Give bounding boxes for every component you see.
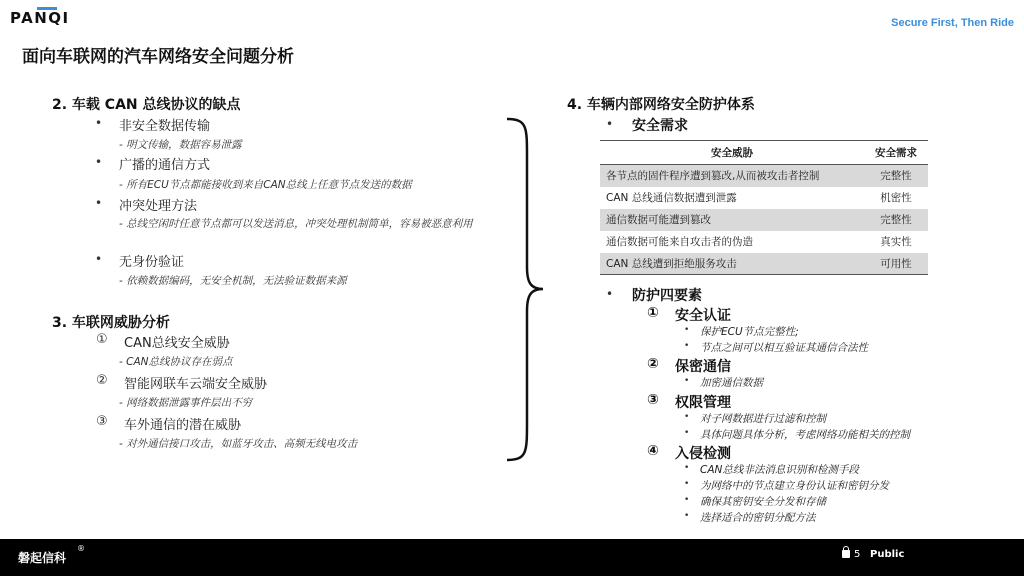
table-cell-requirement: 可用性 <box>864 253 928 275</box>
page-title: 面向车联网的汽车网络安全问题分析 <box>22 47 294 67</box>
element-title-access: 权限管理 <box>675 395 731 411</box>
bullet-icon: • <box>606 287 614 301</box>
table-header-threat: 安全威胁 <box>600 141 864 165</box>
section-2-note-4: - 依赖数据编码，无安全机制，无法验证数据来源 <box>119 275 347 287</box>
bullet-icon: • <box>684 463 690 473</box>
table-row <box>600 231 928 253</box>
number-marker: ① <box>647 305 659 321</box>
logo: PANQI <box>10 9 70 27</box>
section-3-item-2: 智能网联车云端安全威胁 <box>124 377 268 392</box>
table-header-row <box>600 141 928 165</box>
elements-heading: 防护四要素 <box>632 288 702 304</box>
table-cell-threat: 各节点的固件程序遭到篡改,从而被攻击者控制 <box>600 165 864 187</box>
tagline: Secure First, Then Ride <box>891 17 1014 29</box>
footer-bar <box>0 539 1024 576</box>
table-cell-requirement: 完整性 <box>864 209 928 231</box>
section-2-item-2: 广播的通信方式 <box>119 158 211 173</box>
registered-mark: ® <box>77 544 85 553</box>
bullet-icon: • <box>684 376 690 386</box>
section-3-title: 3. 车联网威胁分析 <box>52 315 170 331</box>
bullet-icon: • <box>684 412 690 422</box>
table-row <box>600 187 928 209</box>
table-cell-requirement: 完整性 <box>864 165 928 187</box>
section-4-title: 4. 车辆内部网络安全防护体系 <box>567 97 755 113</box>
table-header-requirement: 安全需求 <box>864 141 928 165</box>
bullet-icon: • <box>684 428 690 438</box>
table-cell-threat: 通信数据可能遭到篡改 <box>600 209 864 231</box>
element-sub: 加密通信数据 <box>700 377 763 389</box>
number-marker: ① <box>96 332 108 347</box>
element-sub: CAN总线非法消息识别和检测手段 <box>700 464 859 476</box>
element-sub: 选择适合的密钥分配方法 <box>700 512 816 524</box>
number-marker: ③ <box>96 414 108 429</box>
table-row <box>600 165 928 187</box>
section-2-title: 2. 车载 CAN 总线协议的缺点 <box>52 97 241 113</box>
page-number: 5 <box>854 549 861 560</box>
bullet-icon: • <box>684 325 690 335</box>
element-sub: 具体问题具体分析，考虑网络功能相关的控制 <box>700 429 910 441</box>
element-title-encryption: 保密通信 <box>675 359 731 375</box>
element-sub: 节点之间可以相互验证其通信合法性 <box>700 342 868 354</box>
element-sub: 保护ECU节点完整性; <box>700 326 799 338</box>
section-2-item-4: 无身份验证 <box>119 255 185 270</box>
bullet-icon: • <box>684 511 690 521</box>
table-row <box>600 253 928 275</box>
section-3-note-2: - 网络数据泄露事件层出不穷 <box>119 397 253 409</box>
table-cell-threat: CAN 总线通信数据遭到泄露 <box>606 192 737 204</box>
table-cell-threat: CAN 总线遭到拒绝服务攻击 <box>600 253 864 275</box>
requirements-heading: 安全需求 <box>632 118 688 134</box>
section-2-note-1: - 明文传输，数据容易泄露 <box>119 139 242 151</box>
section-2-item-1: 非安全数据传输 <box>119 119 211 134</box>
bullet-icon: • <box>684 479 690 489</box>
number-marker: ② <box>647 356 659 372</box>
section-3-note-1: - CAN总线协议存在弱点 <box>119 356 233 368</box>
table-cell-requirement: 真实性 <box>880 236 912 248</box>
element-sub: 对子网数据进行过滤和控制 <box>700 413 826 425</box>
element-title-ids: 入侵检测 <box>675 446 731 462</box>
bullet-icon: • <box>684 495 690 505</box>
section-3-item-3: 车外通信的潜在威胁 <box>124 418 242 433</box>
element-sub: 为网络中的节点建立身份认证和密钥分发 <box>700 480 889 492</box>
classification-label: Public <box>870 549 905 560</box>
number-marker: ④ <box>647 443 659 459</box>
number-marker: ③ <box>647 392 659 408</box>
element-title-auth: 安全认证 <box>675 308 731 324</box>
curly-brace-icon <box>505 117 545 462</box>
lock-icon <box>842 550 850 558</box>
security-requirements-table <box>600 140 928 275</box>
bullet-icon: • <box>606 117 614 131</box>
section-3-note-3: - 对外通信接口攻击，如蓝牙攻击、高频无线电攻击 <box>119 438 358 450</box>
section-2-note-2: - 所有ECU节点都能接收到来自CAN总线上任意节点发送的数据 <box>119 179 412 191</box>
bullet-icon: • <box>95 155 103 169</box>
number-marker: ② <box>96 373 108 388</box>
section-2-item-3: 冲突处理方法 <box>119 199 198 214</box>
element-sub: 确保其密钥安全分发和存储 <box>700 496 826 508</box>
bullet-icon: • <box>95 252 103 266</box>
bullet-icon: • <box>684 341 690 351</box>
section-2-note-3: - 总线空闲时任意节点都可以发送消息，冲突处理机制简单，容易被恶意利用 <box>119 218 473 230</box>
footer-brand: 磐起信科 <box>18 551 67 565</box>
table-cell-requirement: 机密性 <box>880 192 912 204</box>
table-row <box>600 209 928 231</box>
bullet-icon: • <box>95 196 103 210</box>
section-3-item-1: CAN总线安全威胁 <box>124 336 230 351</box>
table-cell-threat: 通信数据可能来自攻击者的伪造 <box>606 236 753 248</box>
bullet-icon: • <box>95 116 103 130</box>
